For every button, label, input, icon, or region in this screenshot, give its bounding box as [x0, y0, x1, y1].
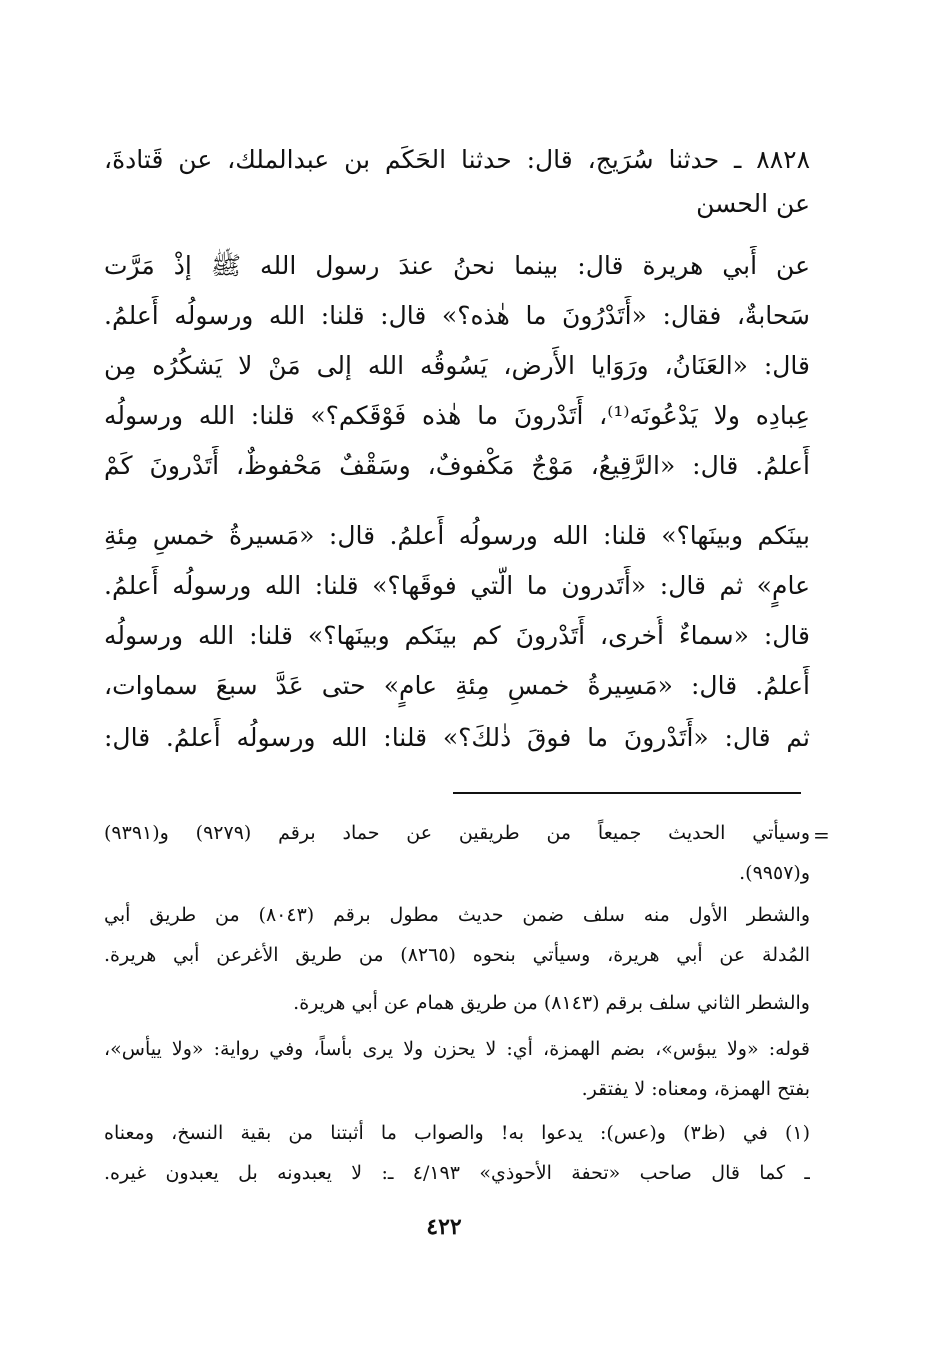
- footnote-separator: [453, 792, 801, 794]
- page-number: ٤٢٢: [426, 1214, 462, 1240]
- footnote-line-2: و(٩٩٥٧).: [739, 862, 810, 884]
- matn-line-1: عن أَبي هريرة قال: بينما نحنُ عندَ رسول الله ﷺ إذْ مَرَّت: [104, 251, 810, 280]
- footnote-line-7: بفتح الهمزة، ومعناه: لا يفتقر.: [581, 1078, 810, 1100]
- isnad-line-2: عن الحسن: [696, 189, 810, 218]
- footnote-line-4: المُدلة عن أبي هريرة، وسيأتي بنحوه (٨٢٦٥) من طريق الأغرعن أبي هريرة.: [104, 944, 810, 966]
- matn-line-9: أَعلمُ. قال: «مَسِيرةُ خمسِ مِئةِ عامٍ» حتى عَدَّ سبعَ سماوات،: [104, 671, 810, 700]
- matn-line-8: قال: «سماءٌ أُخرى، أَتَدْرونَ كم بينَكم وبينَها؟» قلنا: الله ورسولُه: [104, 621, 810, 650]
- footnote-line-1: وسيأتي الحديث جميعاً من طريقين عن حماد برقم (٩٢٧٩) و(٩٣٩١): [104, 822, 810, 844]
- matn-line-7: عامٍ» ثم قال: «أَتَدرون ما الَّتي فوقَها؟» قلنا: الله ورسولُه أَعلمُ.: [104, 571, 810, 600]
- footnote-line-6: قوله: «ولا يبؤس»، بضم الهمزة، أي: لا يحزن ولا يرى بأساً، وفي رواية: «ولا ييأس»،: [104, 1038, 810, 1060]
- matn-line-6: بينَكم وبينَها؟» قلنا: الله ورسولُه أَعلمُ. قال: «مَسيرةُ خمسِ مِئةِ: [104, 521, 810, 550]
- matn-line-3: قال: «العَنَانُ، ورَوَايا الأَرض، يَسُوقُه الله إلى مَنْ لا يَشكُرُه مِن: [104, 351, 810, 380]
- continuation-mark: =: [813, 823, 830, 847]
- matn-line-4: عِبادِه ولا يَدْعُونَه⁽¹⁾، أَتَدْرونَ ما هٰذه فَوْقَكم؟» قلنا: الله ورسولُه: [104, 401, 810, 430]
- footnote-line-5: والشطر الثاني سلف برقم (٨١٤٣) من طريق همام عن أبي هريرة.: [293, 992, 810, 1014]
- matn-line-5: أَعلمُ. قال: «الرَّقِيعُ، مَوْجٌ مَكْفوفٌ، وسَقْفٌ مَحْفوظٌ، أَتَدْرونَ كَمْ: [104, 451, 810, 480]
- footnote-line-8: (١) في (ظ٣) و(عس): يدعوا به! والصواب ما أثبتنا من بقية النسخ، ومعناه: [104, 1122, 810, 1144]
- matn-line-10: ثم قال: «أَتَدْرونَ ما فوقَ ذٰلكَ؟» قلنا: الله ورسولُه أَعلمُ. قال:: [104, 723, 810, 752]
- matn-line-2: سَحابةٌ، فقال: «أَتَدْرُونَ ما هٰذه؟» قال: قلنا: الله ورسولُه أَعلمُ.: [104, 301, 810, 330]
- footnote-line-3: والشطر الأول منه سلف ضمن حديث مطول برقم (٨٠٤٣) من طريق أبي: [104, 904, 810, 926]
- footnote-line-9: ـ كما قال صاحب «تحفة الأحوذي» ٤/١٩٣ ـ: لا يعبدونه بل يعبدون غيره.: [104, 1162, 810, 1184]
- isnad-line-1: ٨٨٢٨ ـ حدثنا سُرَيج، قال: حدثنا الحَكَم بن عبدالملك، عن قَتادةَ،: [104, 145, 810, 174]
